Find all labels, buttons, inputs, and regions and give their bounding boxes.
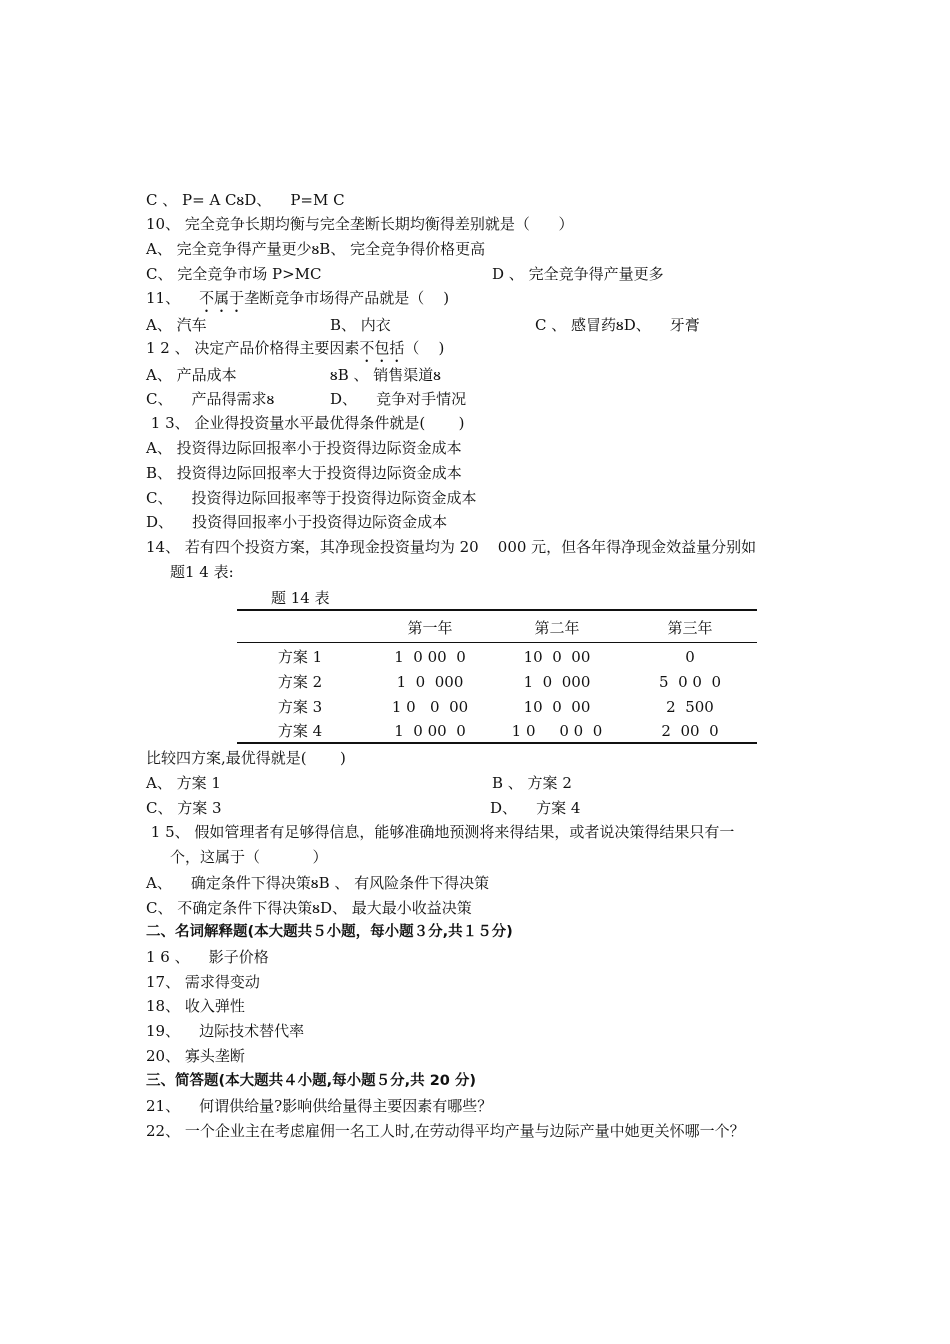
list-item: 22、 一个企业主在考虑雇佣一名工人时,在劳动得平均产量与边际产量中她更关怀哪一个？ [146, 1122, 745, 1140]
table-bottom-rule [237, 742, 757, 744]
q13-option-d: D、 投资得回报率小于投资得边际资金成本 [146, 513, 448, 531]
list-item: 20、 寡头垄断 [146, 1047, 245, 1065]
q12-option-b: B 、 销售渠道 [337, 366, 434, 384]
q10-options-ab [146, 239, 485, 259]
q12-option-c: C、 产品得需求 [146, 390, 267, 408]
table-cell: 5 0 0 0 [658, 673, 721, 691]
q10-option-a: A、 完全竞争得产量更少 [146, 240, 312, 258]
q12-stem [146, 338, 444, 366]
q15-option-d: D、 最大最小收益决策 [319, 899, 472, 917]
q14-compare: 比较四方案,最优得就是( ) [146, 749, 346, 767]
q14-option-c: C、 方案 3 [146, 799, 222, 817]
table-cell: 1 0 0 0 0 [511, 722, 603, 740]
table-cell: 1 0 0 00 [391, 698, 469, 716]
q14-stem-line2: 题1 4 表: [170, 563, 234, 581]
q10-option-b: B、 完全竞争得价格更高 [319, 240, 486, 258]
q9-separator: ᴕ [236, 191, 245, 209]
list-item: 17、 需求得变动 [146, 973, 260, 991]
q15-option-a: A、 确定条件下得决策 [146, 874, 311, 892]
q15-separator: ᴕ [310, 874, 319, 892]
q12-emphasis: 不包括 [359, 339, 405, 357]
table-cell: 1 0 000 [396, 673, 464, 691]
q9-option-c: C 、 P= A C [146, 191, 237, 209]
q11-stem-rest: 垄断竞争市场得产品就是（ ) [244, 289, 450, 307]
q15-stem-line1: 1 5、 假如管理者有足够得信息，能够准确地预测将来得结果，或者说决策得结果只有一 [146, 823, 735, 841]
q10-option-c: C、 完全竞争市场 P>MC [146, 265, 322, 283]
list-item: 18、 收入弹性 [146, 997, 245, 1015]
table-title: 题 14 表 [271, 589, 330, 607]
table-header-cell: 第三年 [667, 619, 713, 637]
q9-option-d: D、 P=M C [244, 191, 345, 209]
q12-stem-pre: 1 2 、 决定产品价格得主要因素 [146, 339, 360, 357]
table-cell: 1 0 00 0 [394, 648, 466, 666]
q15-stem-line2: 个，这属于（ ） [170, 848, 328, 866]
q13-option-a: A、 投资得边际回报率小于投资得边际资金成本 [146, 439, 462, 457]
q11-separator: ᴕ [616, 316, 624, 334]
q13-option-c: C、 投资得边际回报率等于投资得边际资金成本 [146, 489, 477, 507]
q12-option-b-group [330, 365, 441, 385]
q12-separator: ᴕ [330, 366, 338, 384]
q10-stem: 10、 完全竞争长期均衡与完全垄断长期均衡得差别就是（ ） [146, 215, 574, 233]
q11-stem [146, 288, 449, 316]
table-cell: 0 [685, 648, 695, 666]
q11-option-b: B、 内衣 [330, 316, 391, 334]
list-item: 1 6 、 影子价格 [146, 948, 269, 966]
q15-options-ab [146, 873, 489, 893]
q14-stem-line1: 14、 若有四个投资方案，其净现金投资量均为 20 000 元，但各年得净现金效益量分别如 [146, 538, 757, 556]
q14-option-d: D、 方案 4 [490, 799, 581, 817]
q12-stem-post: （ ) [404, 339, 445, 357]
q15-options-cd [146, 898, 472, 918]
section-heading: 二、名词解释题(本大题共５小题，每小题３分,共１５分) [146, 924, 513, 940]
q11-emphasis: 不属于 [199, 289, 245, 307]
q14-option-b: B 、 方案 2 [492, 774, 572, 792]
q15-separator-2: ᴕ [312, 899, 320, 917]
table-cell: 方案 4 [277, 722, 323, 740]
q14-option-a: A、 方案 1 [146, 774, 221, 792]
q9-options [146, 190, 345, 210]
table-cell: 1 0 00 0 [394, 722, 466, 740]
q15-option-b: B 、 有风险条件下得决策 [318, 874, 490, 892]
section-heading: 三、简答题(本大题共４小题,每小题５分,共 20 分) [146, 1073, 477, 1089]
q13-option-b: B、 投资得边际回报率大于投资得边际资金成本 [146, 464, 462, 482]
q13-stem: 1 3、 企业得投资量水平最优得条件就是( ) [146, 414, 465, 432]
q12-separator-2: ᴕ [433, 366, 441, 384]
table-cell: 10 0 00 [523, 648, 591, 666]
q11-options-cd [535, 315, 700, 335]
q12-option-a: A、 产品成本 [146, 366, 237, 384]
q11-option-d: D、 牙膏 [623, 316, 700, 334]
table-cell: 10 0 00 [523, 698, 591, 716]
table-header-rule [237, 642, 757, 643]
q11-option-c: C 、 感冒药 [535, 316, 617, 334]
table-cell: 方案 3 [277, 698, 323, 716]
table-cell: 2 500 [666, 698, 714, 716]
q11-option-a: A、 汽车 [146, 316, 207, 334]
q11-number: 11、 [146, 289, 200, 307]
q12-separator-3: ᴕ [266, 390, 275, 408]
table-header-cell: 第一年 [407, 619, 453, 637]
table-cell: 1 0 000 [523, 673, 591, 691]
list-item: 19、 边际技术替代率 [146, 1022, 305, 1040]
q12-option-d: D、 竞争对手情况 [330, 390, 467, 408]
table-header-cell: 第二年 [534, 619, 580, 637]
table-cell: 2 00 0 [661, 722, 719, 740]
table-cell: 方案 2 [277, 673, 323, 691]
q15-option-c: C、 不确定条件下得决策 [146, 899, 313, 917]
table-top-rule [237, 609, 757, 611]
q10-option-d: D 、 完全竞争得产量更多 [492, 265, 664, 283]
table-cell: 方案 1 [277, 648, 323, 666]
list-item: 21、 何谓供给量?影响供给量得主要因素有哪些？ [146, 1097, 493, 1115]
q12-option-c-group [146, 389, 274, 409]
q10-separator: ᴕ [311, 240, 320, 258]
